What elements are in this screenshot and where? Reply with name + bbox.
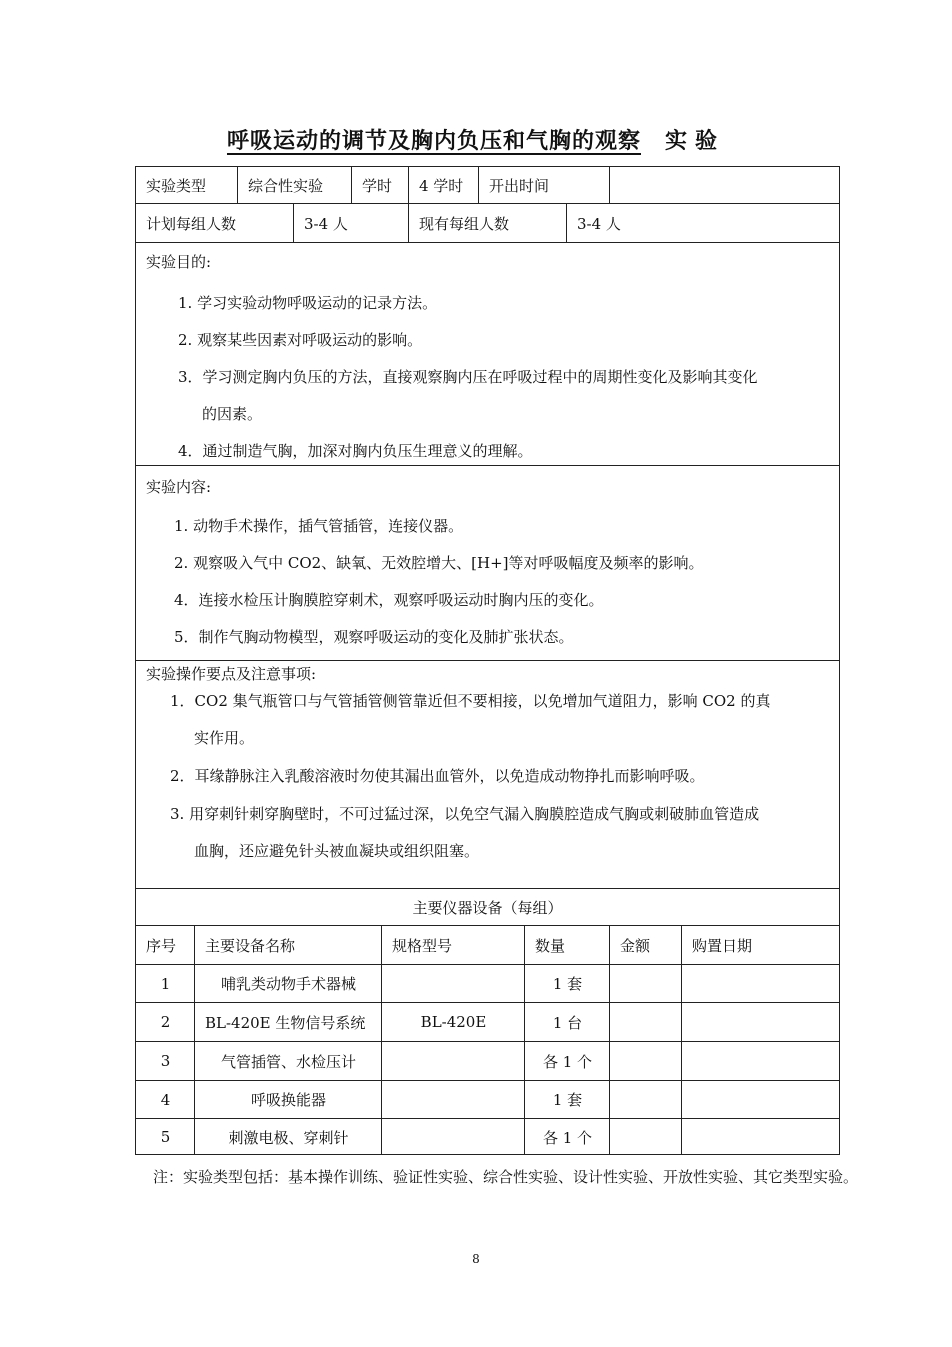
purpose-item-1: 1. 学习实验动物呼吸运动的记录方法。 [178,294,438,312]
notes-item-2: 2．耳缘静脉注入乳酸溶液时勿使其漏出血管外，以免造成动物挣扎而影响呼吸。 [170,767,705,785]
header-row-1 [136,167,839,204]
row-purchase-date [681,1042,839,1080]
content-heading: 实验内容: [146,478,212,496]
col-quantity: 数量 [524,926,610,964]
notes-item-1-cont: 实作用。 [194,729,255,747]
notes-item-3-cont: 血胸，还应避免针头被血凝块或组织阻塞。 [194,842,480,860]
row-quantity: 各 1 个 [524,1042,610,1080]
title-main: 呼吸运动的调节及胸内负压和气胸的观察 [226,128,641,154]
table-row [136,1119,839,1155]
equipment-title: 主要仪器设备（每组） [412,898,563,917]
col-amount: 金额 [609,926,682,964]
row-name: 气管插管、水检压计 [194,1042,382,1080]
purpose-item-2: 2. 观察某些因素对呼吸运动的影响。 [178,331,423,349]
row-purchase-date [681,1003,839,1041]
row-name: 呼吸换能器 [194,1081,382,1118]
footnote: 注：实验类型包括：基本操作训练、验证性实验、综合性实验、设计性实验、开放性实验、其它类型实验。 [153,1168,859,1186]
notes-item-3: 3. 用穿刺针刺穿胸壁时，不可过猛过深，以免空气漏入胸膜腔造成气胸或刺破肺血管造成 [170,805,760,823]
content-item-1: 1. 动物手术操作，插气管插管，连接仪器。 [174,517,464,535]
header-row-2 [136,204,839,243]
purpose-item-3-cont: 的因素。 [202,405,263,423]
equipment-header-row [136,926,839,965]
row-spec: BL-420E [381,1003,525,1041]
content-item-2: 2. 观察吸入气中 CO2、缺氧、无效腔增大、[H+]等对呼吸幅度及频率的影响。 [174,554,704,572]
row-index: 2 [160,1013,171,1031]
table-row [136,1042,839,1081]
purpose-item-3: 3．学习测定胸内负压的方法，直接观察胸内压在呼吸过程中的周期性变化及影响其变化 [178,368,758,386]
row-amount [609,1119,682,1155]
col-index: 序号 [146,936,177,955]
row-name: BL-420E 生物信号系统 [194,1003,382,1041]
row-spec [381,1042,525,1080]
purpose-section [136,243,839,466]
purpose-heading: 实验目的: [146,253,212,271]
row-spec [381,1081,525,1118]
col-name: 主要设备名称 [194,926,382,964]
row-name: 刺激电极、穿刺针 [194,1119,382,1155]
row-index: 4 [160,1090,171,1109]
row-amount [609,1003,682,1041]
row-index: 5 [160,1128,171,1146]
page-number: 8 [472,1252,480,1266]
content-item-3: 4．连接水检压计胸膜腔穿刺术，观察呼吸运动时胸内压的变化。 [174,591,604,609]
row-amount [609,1042,682,1080]
row-quantity: 1 台 [524,1003,610,1041]
document-title [0,124,952,155]
content-item-4: 5．制作气胸动物模型，观察呼吸运动的变化及肺扩张状态。 [174,628,574,646]
type-label: 实验类型 [146,176,207,195]
current-value: 3-4 人 [566,204,839,242]
table-row [136,965,839,1003]
notes-heading: 实验操作要点及注意事项: [146,665,317,683]
type-value: 综合性实验 [237,167,352,203]
row-quantity: 1 套 [524,965,610,1002]
title-suffix: 实验 [665,128,726,154]
col-spec: 规格型号 [381,926,525,964]
row-amount [609,965,682,1002]
row-purchase-date [681,1119,839,1155]
planned-label: 计划每组人数 [146,214,237,233]
row-quantity: 1 套 [524,1081,610,1118]
experiment-form [135,166,840,1155]
row-purchase-date [681,1081,839,1118]
purpose-item-4: 4．通过制造气胸，加深对胸内负压生理意义的理解。 [178,442,533,460]
row-index: 1 [160,974,171,993]
notes-section [136,661,839,889]
col-purchase-date: 购置日期 [681,926,839,964]
row-spec [381,965,525,1002]
row-index: 3 [160,1052,171,1070]
row-purchase-date [681,965,839,1002]
row-name: 哺乳类动物手术器械 [194,965,382,1002]
open-time-value [609,167,839,203]
hours-value: 4 学时 [408,167,479,203]
table-row [136,1081,839,1119]
table-row [136,1003,839,1042]
current-label: 现有每组人数 [408,204,567,242]
notes-item-1: 1．CO2 集气瓶管口与气管插管侧管靠近但不要相接，以免增加气道阻力，影响 CO2 的真 [170,692,771,710]
content-section [136,466,839,661]
row-amount [609,1081,682,1118]
planned-value: 3-4 人 [293,204,409,242]
row-spec [381,1119,525,1155]
hours-label: 学时 [351,167,409,203]
open-time-label: 开出时间 [478,167,610,203]
equipment-title-row [136,889,839,926]
row-quantity: 各 1 个 [524,1119,610,1155]
